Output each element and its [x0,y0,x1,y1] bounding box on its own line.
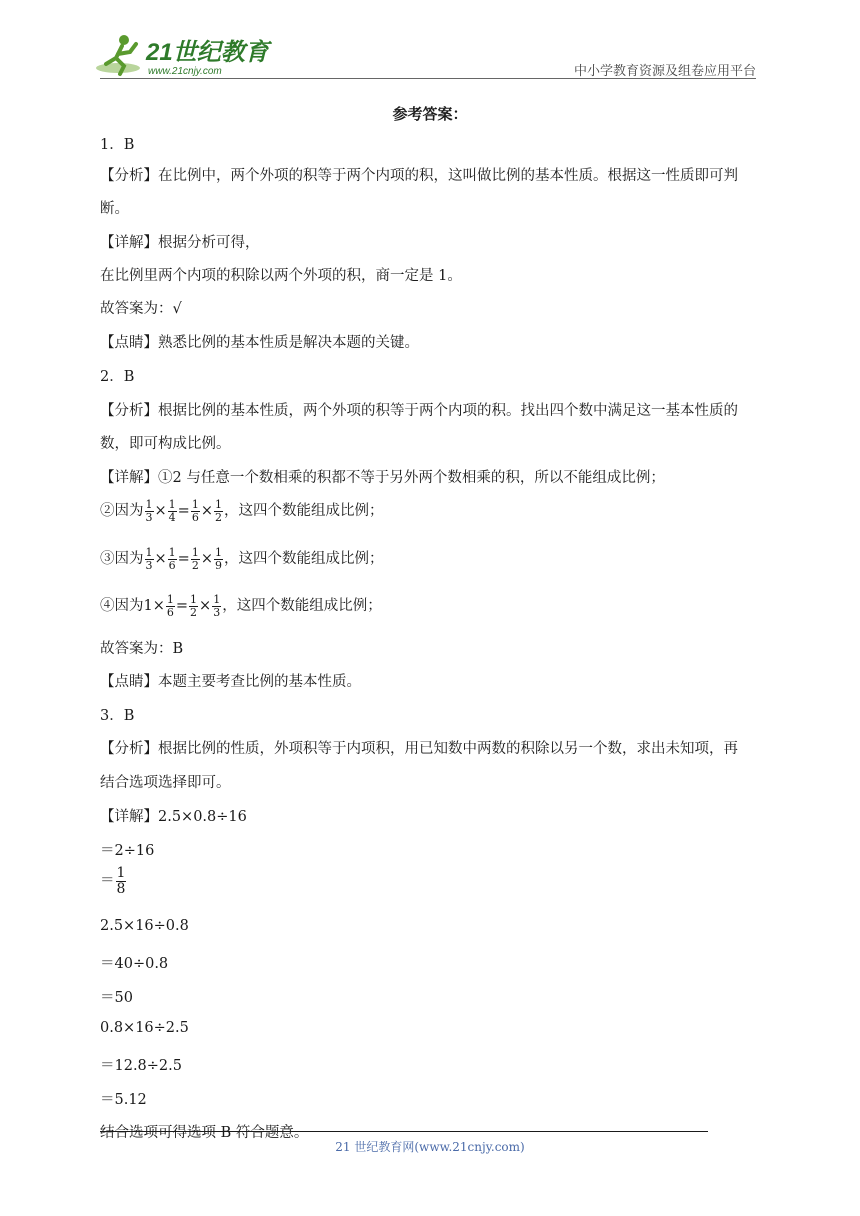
footer-link[interactable]: 21 世纪教育网(www.21cnjy.com) [335,1140,525,1154]
page-title: 参考答案： [392,105,468,123]
q1-detail-line1: 【详解】根据分析可得， [100,235,260,251]
q3-step1: ＝2÷16 [100,843,155,859]
q3-analysis-line1: 【分析】根据比例的性质，外项积等于内项积，用已知数中两数的积除以另一个数，求出未知项，再 [100,741,738,757]
q1-answer: 故答案为：√ [100,301,182,317]
q3-step4: ＝40÷0.8 [100,956,169,972]
footer-rule [100,1131,708,1132]
q3-step3: 2.5×16÷0.8 [100,918,189,934]
q3-conclusion: 结合选项可得选项 B 符合题意。 [100,1125,309,1141]
q3-step7: ＝12.8÷2.5 [100,1058,182,1074]
q2-analysis-line2: 数，即可构成比例。 [100,436,231,452]
q3-number: 3．B [100,708,135,724]
q1-number: 1．B [100,137,135,153]
q2-comment: 【点睛】本题主要考查比例的基本性质。 [100,674,361,690]
site-logo [94,30,274,80]
q2-number: 2．B [100,369,135,385]
q2-detail-line3: ③因为 $\frac{1}{3}$ × $\frac{1}{6}$ = $\frac{1}{2}$ × $\frac{1}{9}$ ，这四个数能组成比例； [100,546,384,572]
platform-label: 中小学教育资源及组卷应用平台 [573,64,756,79]
svg-text:www.21cnjy.com: www.21cnjy.com [148,66,222,77]
q2-analysis-line1: 【分析】根据比例的基本性质，两个外项的积等于两个内项的积。找出四个数中满足这一基本性质的 [100,403,738,419]
q3-analysis-line2: 结合选项选择即可。 [100,775,231,791]
q2-detail-line1: 【详解】①2 与任意一个数相乘的积都不等于另外两个数相乘的积，所以不能组成比例； [100,470,665,486]
q1-analysis-line1: 【分析】在比例中，两个外项的积等于两个内项的积，这叫做比例的基本性质。根据这一性质即可判 [100,168,738,184]
q1-analysis-line2: 断。 [100,201,129,217]
q3-step6: 0.8×16÷2.5 [100,1020,189,1036]
q3-step2: ＝ $\frac{1}{8}$ [100,865,126,897]
header-rule [100,78,756,79]
q3-detail-line1: 【详解】2.5×0.8÷16 [100,809,247,825]
q2-detail-line4: ④因为1× $\frac{1}{6}$ = $\frac{1}{2}$ × $\frac{1}{3}$ ，这四个数能组成比例； [100,593,382,619]
q1-detail-line2: 在比例里两个内项的积除以两个外项的积，商一定是 1。 [100,268,462,284]
q2-answer: 故答案为：B [100,641,184,657]
q2-detail-line2: ②因为 $\frac{1}{3}$ × $\frac{1}{4}$ = $\frac{1}{6}$ × $\frac{1}{2}$ ，这四个数能组成比例； [100,498,384,524]
svg-text:21世纪教育: 21世纪教育 [146,39,269,66]
q3-step8: ＝5.12 [100,1092,147,1108]
q1-comment: 【点睛】熟悉比例的基本性质是解决本题的关键。 [100,335,419,351]
q3-step5: ＝50 [100,990,133,1006]
